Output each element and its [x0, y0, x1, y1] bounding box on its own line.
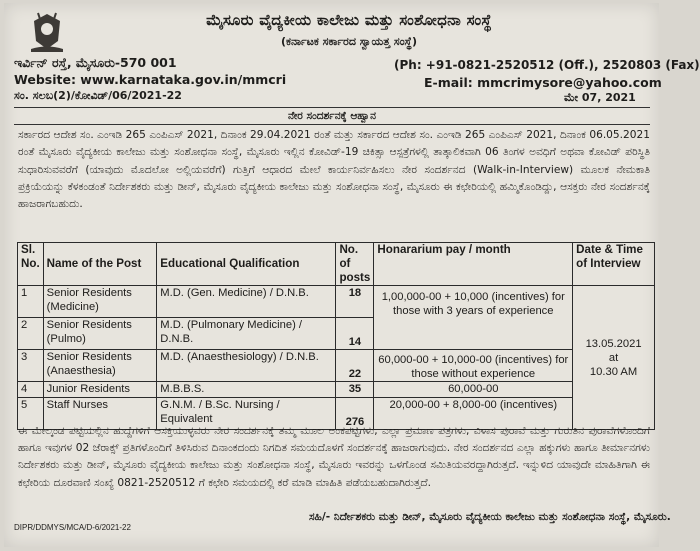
interview-time: 10.30 AM	[589, 365, 638, 378]
header-posts: No. of posts	[336, 243, 374, 286]
post-cell: Senior Residents (Anaesthesia)	[43, 350, 157, 382]
vacancy-table	[17, 242, 655, 430]
interview-cell	[573, 286, 655, 430]
sl-cell: 1	[18, 286, 44, 318]
table-row	[18, 382, 655, 398]
table-row	[18, 350, 655, 382]
notice-title: ನೇರ ಸಂದರ್ಶನಕ್ಕೆ ಆಹ್ವಾನ	[14, 107, 650, 125]
sl-cell: 2	[18, 318, 44, 350]
notice-page	[4, 3, 700, 547]
address: ಇರ್ವಿನ್ ರಸ್ತೆ, ಮೈಸೂರು-570 001	[14, 55, 177, 70]
header-qualification: Educational Qualification	[157, 243, 336, 286]
honorarium-cell: 60,000-00	[374, 382, 573, 398]
intro-paragraph	[18, 127, 650, 213]
header-sl: Sl. No.	[18, 243, 44, 286]
post-cell: Junior Residents	[43, 382, 157, 398]
dipr-code: DIPR/DDMYS/MCA/D-6/2021-22	[14, 523, 131, 532]
reference-number: ಸಂ. ಸಲಬ(2)/ಕೋವಿಡ್/06/2021-22	[14, 89, 182, 102]
interview-at: at	[608, 351, 619, 364]
institution-subtitle: (ಕರ್ನಾಟಕ ಸರ್ಕಾರದ ಸ್ವಾಯತ್ತ ಸಂಸ್ಥೆ)	[281, 35, 417, 48]
signature: ಸಹಿ/- ನಿರ್ದೇಶಕರು ಮತ್ತು ಡೀನ್, ಮೈಸೂರು ವೈದ್ಯಕೀಯ ಕಾಲೇಜು ಮತ್ತು ಸಂಶೋಧನಾ ಸಂಸ್ಥೆ, ಮೈಸೂರು.	[309, 511, 671, 523]
posts-cell: 276	[336, 398, 374, 430]
email-link[interactable]: E-mail: mmcrimysore@yahoo.com	[424, 75, 662, 90]
posts-cell: 22	[336, 350, 374, 382]
footer-text: ಈ ಮೇಲ್ಕಂಡ ಪಟ್ಟಿಯಲ್ಲಿನ ಹುದ್ದೆಗಳಿಗೆ ಆಸಕ್ತಿಯುಳ್ಳವರು ನೇರ ಸಂದರ್ಶನಕ್ಕೆ ತಮ್ಮ ಮೂಲ ಅಂಕಪಟ್ಟಿಗಳು, ಎಲ್ಲಾ ಪ್ರಮಾಣ ಪತ್ರಗಳು, ವಿಳಾಸ ಪುರಾವೆ ಮತ್ತು ಗುರುತಿನ ಪುರಾವೆಗಳೊಂದಿಗೆ ಹಾಗೂ ಇವುಗಳ 02 ಜೆರಾಕ್ಸ್ ಪ್ರತಿಗಳೊಂದಿಗೆ ತಿಳಿಸಿರುವ ದಿನಾಂಕದಂದು ನಿಗದಿತ ಸಮಯದೊಳಗೆ ಸಂದರ್ಶನಕ್ಕೆ ಹಾಜರಾಗುವುದು. ನೇರ ಸಂದರ್ಶನದ ಎಲ್ಲಾ ಹಕ್ಕುಗಳು ಹಾಗೂ ತೀರ್ಮಾನಗಳು ನಿರ್ದೇಶಕರು ಮತ್ತು ಡೀನ್, ಮೈಸೂರು ವೈದ್ಯಕೀಯ ಕಾಲೇಜು ಮತ್ತು ಸಂಶೋಧನಾ ಸಂಸ್ಥೆ, ಮೈಸೂರು ಇವರನ್ನು ಒಳಗೊಂಡ ಸಮಿತಿಯವರದ್ದಾಗಿರುತ್ತದೆ. ಇನ್ನುಳಿದ ಯಾವುದೇ ಮಾಹಿತಿಗಾಗಿ ಈ ಕಛೇರಿಯ ದೂರವಾಣಿ ಸಂಖ್ಯೆ 0821-2520512 ಗೆ ಕಛೇರಿ ಸಮಯದಲ್ಲಿ ಕರೆ ಮಾಡಿ ಮಾಹಿತಿ ಪಡೆಯಬಹುದಾಗಿರುತ್ತದೆ.	[18, 425, 650, 489]
header-interview: Date & Time of Interview	[573, 243, 655, 286]
qualification-cell: M.D. (Pulmonary Medicine) / D.N.B.	[157, 318, 336, 350]
honorarium-cell: 60,000-00 + 10,000-00 (incentives) for those without experience	[374, 350, 573, 382]
notice-date: ಮೇ 07, 2021	[564, 91, 636, 104]
institution-emblem-icon	[28, 11, 66, 53]
interview-date: 13.05.2021	[585, 337, 642, 350]
posts-cell: 35	[336, 382, 374, 398]
sl-cell: 4	[18, 382, 44, 398]
qualification-cell: M.D. (Anaesthesiology) / D.N.B.	[157, 350, 336, 382]
header-post: Name of the Post	[43, 243, 157, 286]
table-header-row	[18, 243, 655, 286]
intro-text: ಸರ್ಕಾರದ ಆದೇಶ ಸಂ. ಎಂಇಡಿ 265 ಎಂಪಿಎಸ್ 2021, ದಿನಾಂಕ 29.04.2021 ರಂತೆ ಮತ್ತು ಸರ್ಕಾರದ ಆದೇಶ ಸಂ. ಎಂಇಡಿ 265 ಎಂಪಿಎಸ್ 2021, ದಿನಾಂಕ 06.05.2021 ರಂತೆ ಮೈಸೂರು ವೈದ್ಯಕೀಯ ಕಾಲೇಜು ಮತ್ತು ಸಂಶೋಧನಾ ಸಂಸ್ಥೆ, ಮೈಸೂರು ಇಲ್ಲಿನ ಕೋವಿಡ್-19 ಚಿಕಿತ್ಸಾ ಆಸ್ಪತ್ರೆಗಳಲ್ಲಿ ತಾತ್ಕಾಲಿಕವಾಗಿ 06 ತಿಂಗಳ ಅವಧಿಗೆ ಅಥವಾ ಕೋವಿಡ್ ಪರಿಸ್ಥಿತಿ ಸುಧಾರಿಸುವವರೆಗೆ (ಯಾವುದು ಮೊದಲೋ ಅಲ್ಲಿಯವರೆಗೆ) ಗುತ್ತಿಗೆ ಆಧಾರದ ಮೇಲೆ ಕಾರ್ಯನಿರ್ವಹಿಸಲು ನೇರ ಸಂದರ್ಶನದ (Walk-in-Interview) ಮೂಲಕ ನೇಮಕಾತಿ ಪ್ರಕ್ರಿಯೆಯನ್ನು ಕೆಳಕಂಡಂತೆ ನಿರ್ದೇಶಕರು ಮತ್ತು ಡೀನ್, ಮೈಸೂರು ವೈದ್ಯಕೀಯ ಕಾಲೇಜು ಮತ್ತು ಸಂಶೋಧನಾ ಸಂಸ್ಥೆ, ಮೈಸೂರು ಈ ಕಛೇರಿಯಲ್ಲಿ ಹಮ್ಮಿಕೊಂಡಿದ್ದು, ಆಸಕ್ತರು ನೇರ ಸಂದರ್ಶನಕ್ಕೆ ಹಾಜರಾಗಬಹುದು.	[18, 129, 650, 211]
sl-cell: 3	[18, 350, 44, 382]
footer-paragraph	[18, 423, 650, 492]
qualification-cell: G.N.M. / B.Sc. Nursing / Equivalent	[157, 398, 336, 430]
post-cell: Staff Nurses	[43, 398, 157, 430]
honorarium-cell: 1,00,000-00 + 10,000 (incentives) for those with 3 years of experience	[374, 286, 573, 350]
website-link[interactable]: Website: www.karnataka.gov.in/mmcri	[14, 72, 287, 87]
posts-cell: 18	[336, 286, 374, 318]
phone-number: (Ph: +91-0821-2520512 (Off.), 2520803 (Fax)	[394, 58, 700, 72]
sl-cell: 5	[18, 398, 44, 430]
qualification-cell: M.D. (Gen. Medicine) / D.N.B.	[157, 286, 336, 318]
posts-cell: 14	[336, 318, 374, 350]
header-honorarium: Honararium pay / month	[374, 243, 573, 286]
post-cell: Senior Residents (Pulmo)	[43, 318, 157, 350]
institution-title: ಮೈಸೂರು ವೈದ್ಯಕೀಯ ಕಾಲೇಜು ಮತ್ತು ಸಂಶೋಧನಾ ಸಂಸ್ಥೆ	[206, 11, 492, 29]
table-row	[18, 286, 655, 318]
post-cell: Senior Residents (Medicine)	[43, 286, 157, 318]
qualification-cell: M.B.B.S.	[157, 382, 336, 398]
honorarium-cell: 20,000-00 + 8,000-00 (incentives)	[374, 398, 573, 430]
